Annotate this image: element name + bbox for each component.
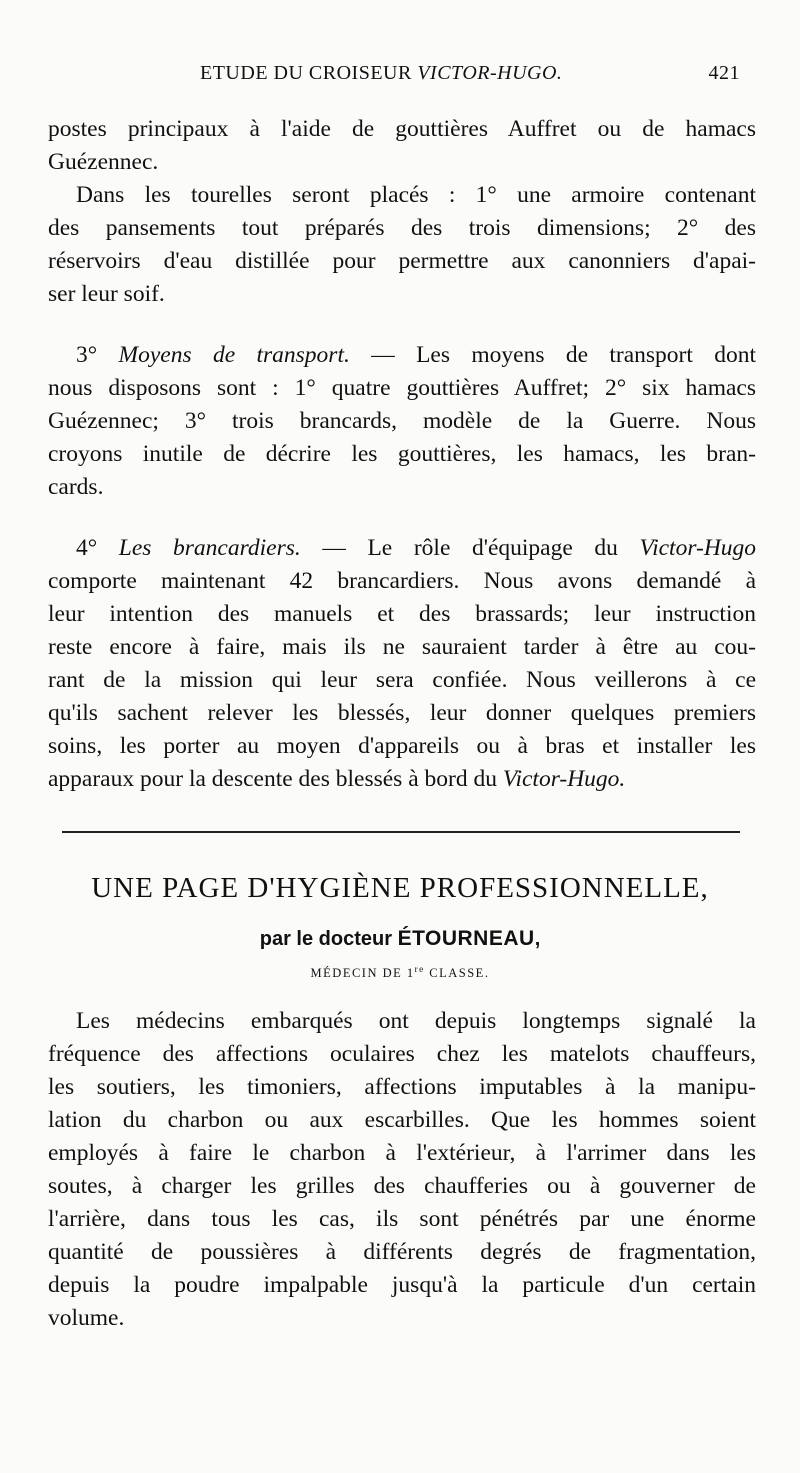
text-line: croyons inutile de décrire les gouttières, les hamacs, les bran- [48,441,756,467]
section-divider-rule [62,831,740,833]
page-number: 421 [708,62,740,84]
rank-prefix: MÉDECIN DE 1 [310,966,415,981]
paragraph-tourelles [48,179,756,311]
ship-name: Victor-Hugo [639,535,757,561]
byline-suffix: , [534,928,541,950]
text-line: depuis la poudre impalpable jusqu'à la particule d'un certain [48,1272,756,1298]
text-line: reste encore à faire, mais ils ne sauraient tarder à être au cou- [48,634,756,660]
running-head [200,62,740,92]
text-line: cards. [48,474,104,500]
article-body [48,1005,756,1335]
em-dash: — [371,342,395,368]
author-name: ÉTOURNEAU [397,927,535,950]
rank-suffix: CLASSE. [424,966,490,981]
text-line: apparaux pour la descente des blessés à bord du [48,766,497,792]
text-line: ser leur soif. [48,281,165,307]
text-line: Le rôle d'équipage du [367,535,618,561]
text-line: qu'ils sachent relever les blessés, leur donner quelques premiers [48,700,756,726]
text-line: employés à faire le charbon à l'extérieur, à l'arrimer dans les [48,1140,756,1166]
text-line: volume. [48,1305,125,1331]
em-dash: — [322,535,346,561]
paragraph-moyens-de-transport [48,339,756,504]
text-line: nous disposons sont : 1° quatre gouttières Auffret; 2° six hamacs [48,375,756,401]
running-title-prefix: ETUDE DU CROISEUR [200,62,412,84]
text-line: des pansements tout préparés des trois dimensions; 2° des [48,215,756,241]
article-title: UNE PAGE D'HYGIÈNE PROFESSIONNELLE, [91,872,709,904]
text-line: postes principaux à l'aide de gouttières Auffret ou de hamacs [48,116,756,142]
section-heading: Moyens de transport. [118,342,350,368]
text-line: soutes, à charger les grilles des chaufferies ou à gouverner de [48,1173,756,1199]
ship-name: Victor-Hugo. [502,766,626,792]
text-line: quantité de poussières à différents degrés de fragmentation, [48,1239,756,1265]
text-line: lation du charbon ou aux escarbilles. Que les hommes soient [48,1107,756,1133]
byline-prefix: par le docteur [259,928,392,950]
text-line: leur intention des manuels et des brassards; leur instruction [48,601,756,627]
rank-superscript: re [414,964,425,974]
text-line: fréquence des affections oculaires chez les matelots chauffeurs, [48,1041,756,1067]
author-rank [0,964,800,981]
text-line: Guézennec. [48,149,159,175]
text-line: l'arrière, dans tous les cas, ils sont pénétrés par une énorme [48,1206,756,1232]
text-line: Les moyens de transport dont [416,342,757,368]
text-line: Les médecins embarqués ont depuis longtemps signalé la [76,1008,756,1034]
text-line: réservoirs d'eau distillée pour permettre aux canonniers d'apai- [48,248,756,274]
section-number: 3° [76,342,98,368]
text-line: Guézennec; 3° trois brancards, modèle de la Guerre. Nous [48,408,756,434]
section-number: 4° [76,535,98,561]
paragraph-continuation [48,113,756,179]
text-line: rant de la mission qui leur sera confiée. Nous veillerons à ce [48,667,756,693]
paragraph-brancardiers [48,532,756,796]
text-line: les soutiers, les timoniers, affections imputables à la manipu- [48,1074,756,1100]
section-heading: Les brancardiers. [118,535,301,561]
text-line: comporte maintenant 42 brancardiers. Nous avons demandé à [48,568,756,594]
text-line: soins, les porter au moyen d'appareils ou à bras et installer les [48,733,756,759]
byline [0,927,800,951]
text-line: Dans les tourelles seront placés : 1° une armoire contenant [76,182,756,208]
running-title-ship: VICTOR-HUGO. [417,62,563,84]
running-title [200,62,562,85]
